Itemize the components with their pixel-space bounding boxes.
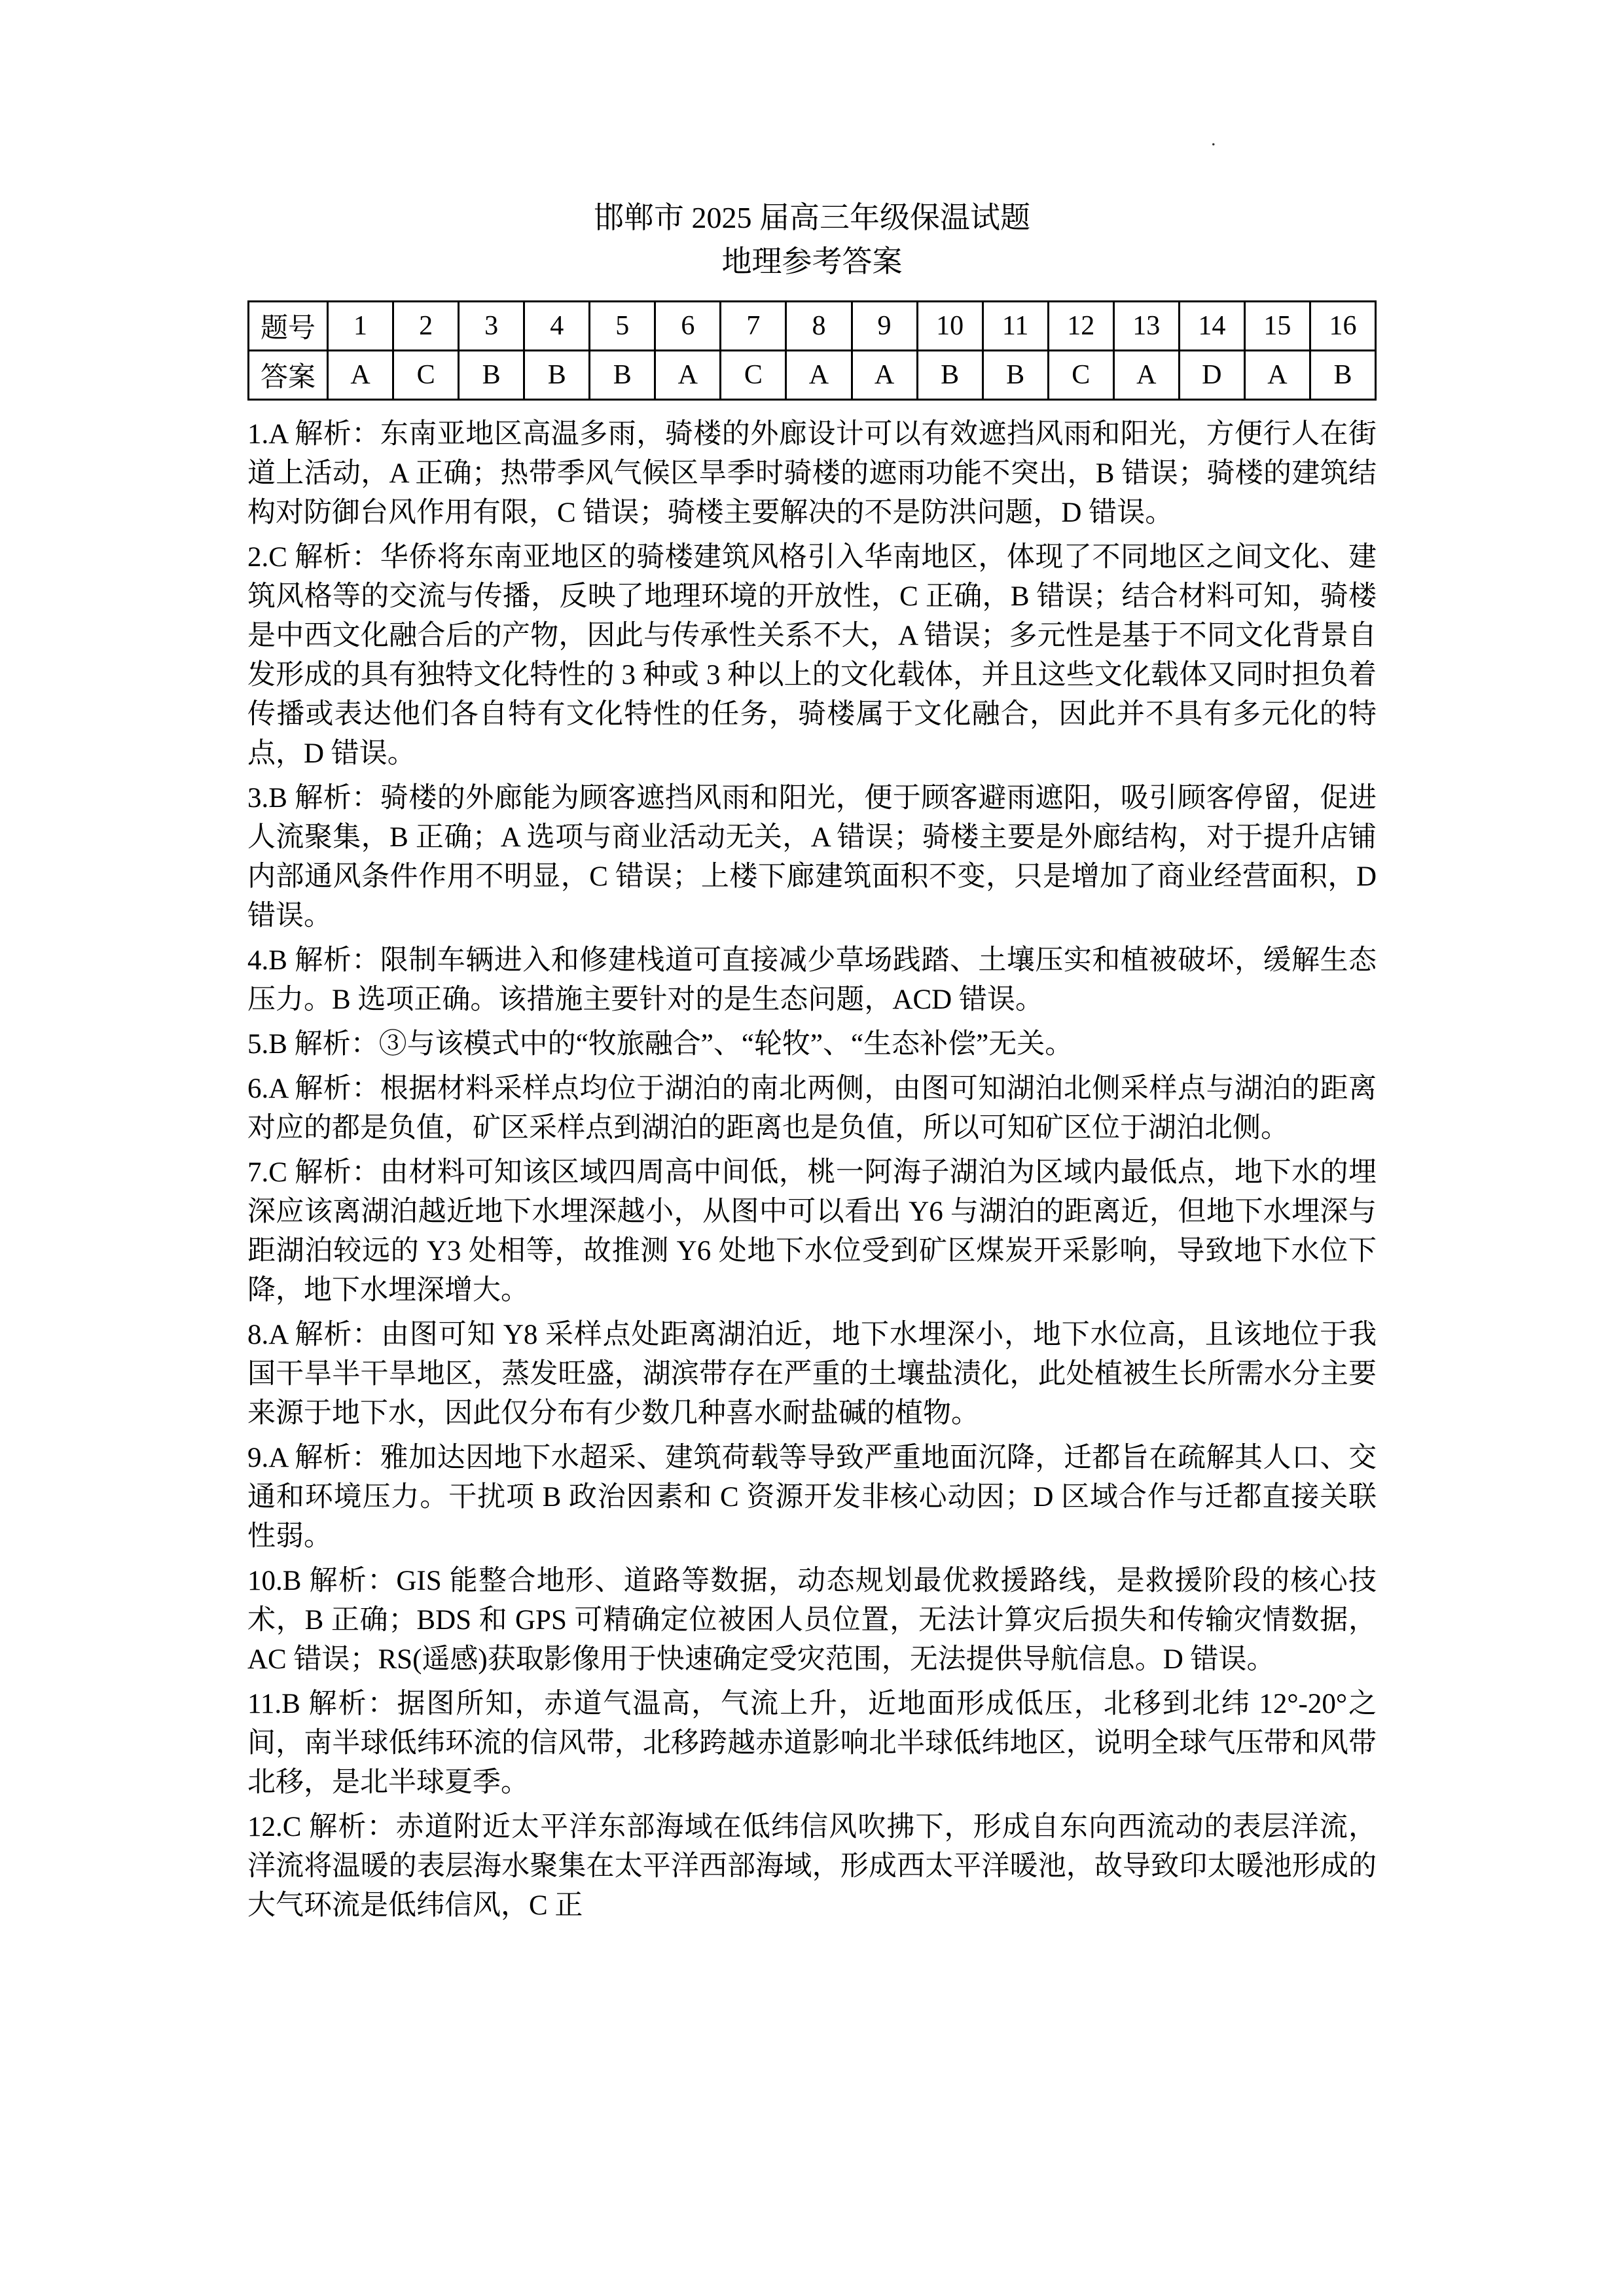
- question-number-cell: 10: [917, 302, 983, 351]
- answer-table: [247, 300, 1377, 401]
- answer-cell: A: [852, 351, 917, 400]
- document-subtitle: 地理参考答案: [721, 244, 903, 278]
- answer-cell: D: [1179, 351, 1244, 400]
- question-number-cell: 9: [852, 302, 917, 351]
- question-number-cell: 3: [459, 302, 524, 351]
- answer-cell: B: [983, 351, 1048, 400]
- answer-cell: C: [721, 351, 786, 400]
- answer-cell: B: [917, 351, 983, 400]
- answer-label: 答案: [249, 351, 328, 400]
- document-page: [247, 0, 1377, 1926]
- explanation-paragraph: 2.C 解析：华侨将东南亚地区的骑楼建筑风格引入华南地区，体现了不同地区之间文化、建筑风格等的交流与传播，反映了地理环境的开放性，C 正确，B 错误；结合材料可知，骑楼是中西文化融合后的产物，因此与传承性关系不大，A 错误；多元性是基于不同文化背景自发形成的具有独特文化特性的 3 种或 3 种以上的文化载体，并且这些文化载体又同时担负着传播或表达他们各自特有文化特性的任务，骑楼属于文化融合，因此并不具有多元化的特点，D 错误。: [247, 542, 1377, 770]
- explanation-paragraph: 10.B 解析：GIS 能整合地形、道路等数据，动态规划最优救援路线，是救援阶段的核心技术，B 正确；BDS 和 GPS 可精确定位被困人员位置，无法计算灾后损失和传输灾情数据，AC 错误；RS(遥感)获取影像用于快速确定受灾范围，无法提供导航信息。D 错误。: [247, 1566, 1377, 1676]
- answer-cell: B: [524, 351, 590, 400]
- question-number-cell: 7: [721, 302, 786, 351]
- explanation-paragraph: 12.C 解析：赤道附近太平洋东部海域在低纬信风吹拂下，形成自东向西流动的表层洋流，洋流将温暖的表层海水聚集在太平洋西部海域，形成西太平洋暖池，故导致印太暖池形成的大气环流是低纬信风，C 正: [247, 1812, 1377, 1922]
- explanation-paragraph: 1.A 解析：东南亚地区高温多雨，骑楼的外廊设计可以有效遮挡风雨和阳光，方便行人在街道上活动，A 正确；热带季风气候区旱季时骑楼的遮雨功能不突出，B 错误；骑楼的建筑结构对防御台风作用有限，C 错误；骑楼主要解决的不是防洪问题，D 错误。: [247, 419, 1377, 529]
- stray-mark: .: [1211, 128, 1216, 150]
- question-number-cell: 5: [590, 302, 655, 351]
- explanation-paragraph: 9.A 解析：雅加达因地下水超采、建筑荷载等导致严重地面沉降，迁都旨在疏解其人口、交通和环境压力。干扰项 B 政治因素和 C 资源开发非核心动因；D 区域合作与迁都直接关联性弱。: [247, 1443, 1377, 1552]
- question-number-cell: 2: [393, 302, 459, 351]
- question-number-row: [249, 302, 1376, 351]
- question-number-cell: 15: [1244, 302, 1310, 351]
- answer-row: [249, 351, 1376, 400]
- question-number-label: 题号: [249, 302, 328, 351]
- explanation-paragraph: 4.B 解析：限制车辆进入和修建栈道可直接减少草场践踏、土壤压实和植被破坏，缓解生态压力。B 选项正确。该措施主要针对的是生态问题，ACD 错误。: [247, 945, 1377, 1016]
- answer-cell: B: [1310, 351, 1375, 400]
- answer-cell: B: [590, 351, 655, 400]
- answer-cell: A: [328, 351, 393, 400]
- question-number-cell: 11: [983, 302, 1048, 351]
- answer-cell: C: [393, 351, 459, 400]
- question-number-cell: 16: [1310, 302, 1375, 351]
- explanation-paragraph: 7.C 解析：由材料可知该区域四周高中间低，桃一阿海子湖泊为区域内最低点，地下水的埋深应该离湖泊越近地下水埋深越小，从图中可以看出 Y6 与湖泊的距离近，但地下水埋深与距湖泊较远的 Y3 处相等，故推测 Y6 处地下水位受到矿区煤炭开采影响，导致地下水位下降，地下水埋深增大。: [247, 1157, 1377, 1306]
- explanations-section: [247, 415, 1377, 1926]
- answer-cell: A: [1113, 351, 1179, 400]
- answer-cell: C: [1048, 351, 1113, 400]
- answer-cell: A: [1244, 351, 1310, 400]
- question-number-cell: 8: [786, 302, 852, 351]
- question-number-cell: 4: [524, 302, 590, 351]
- explanation-paragraph: 6.A 解析：根据材料采样点均位于湖泊的南北两侧，由图可知湖泊北侧采样点与湖泊的距离对应的都是负值，矿区采样点到湖泊的距离也是负值，所以可知矿区位于湖泊北侧。: [247, 1073, 1377, 1144]
- explanation-paragraph: 8.A 解析：由图可知 Y8 采样点处距离湖泊近，地下水埋深小，地下水位高，且该地位于我国干旱半干旱地区，蒸发旺盛，湖滨带存在严重的土壤盐渍化，此处植被生长所需水分主要来源于地下水，因此仅分布有少数几种喜水耐盐碱的植物。: [247, 1319, 1377, 1429]
- question-number-cell: 1: [328, 302, 393, 351]
- answer-cell: B: [459, 351, 524, 400]
- question-number-cell: 13: [1113, 302, 1179, 351]
- question-number-cell: 12: [1048, 302, 1113, 351]
- explanation-paragraph: 11.B 解析：据图所知，赤道气温高，气流上升，近地面形成低压，北移到北纬 12°-20°之间，南半球低纬环流的信风带，北移跨越赤道影响北半球低纬地区，说明全球气压带和风带北移，是北半球夏季。: [247, 1689, 1377, 1799]
- explanation-paragraph: 5.B 解析：③与该模式中的“牧旅融合”、“轮牧”、“生态补偿”无关。: [247, 1029, 1074, 1060]
- answer-cell: A: [786, 351, 852, 400]
- explanation-paragraph: 3.B 解析：骑楼的外廊能为顾客遮挡风雨和阳光，便于顾客避雨遮阳，吸引顾客停留，促进人流聚集，B 正确；A 选项与商业活动无关，A 错误；骑楼主要是外廊结构，对于提升店铺内部通风条件作用不明显，C 错误；上楼下廊建筑面积不变，只是增加了商业经营面积，D 错误。: [247, 783, 1377, 932]
- question-number-cell: 6: [655, 302, 721, 351]
- question-number-cell: 14: [1179, 302, 1244, 351]
- document-title: 邯郸市 2025 届高三年级保温试题: [594, 201, 1030, 234]
- answer-cell: A: [655, 351, 721, 400]
